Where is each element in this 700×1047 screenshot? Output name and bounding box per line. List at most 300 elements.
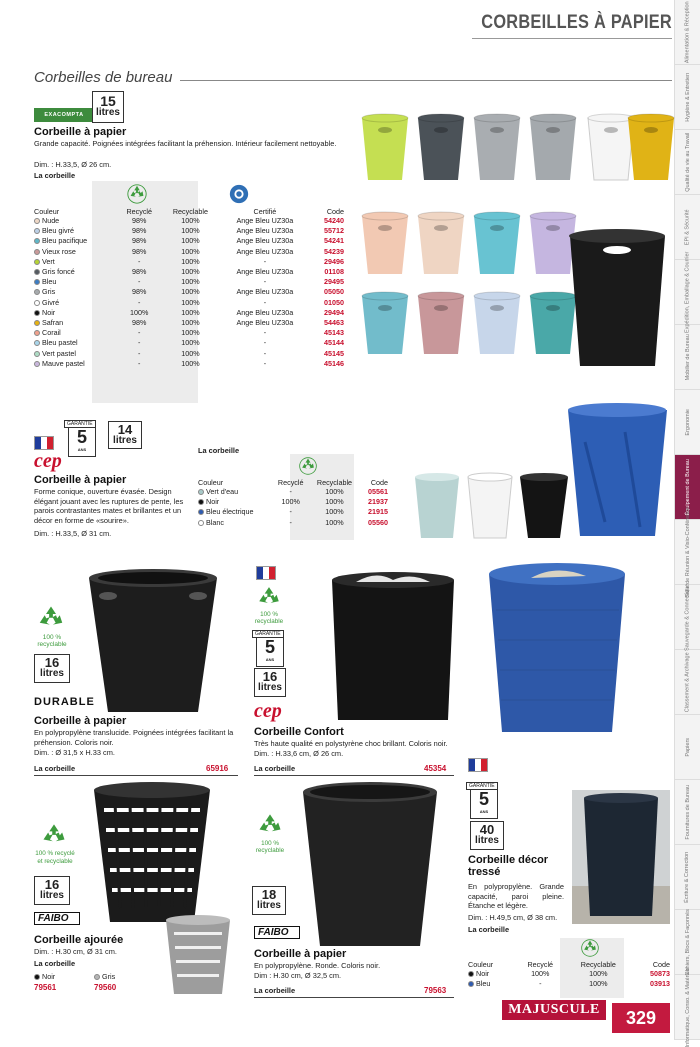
table-header: Recyclable [580, 960, 616, 969]
brand-logo-faibo: FAIBO [34, 912, 80, 925]
table-cell-recyc: 100% [589, 969, 608, 979]
product-code: 79561 [34, 983, 57, 992]
table-row [32, 216, 346, 226]
sidebar-item[interactable] [675, 715, 700, 780]
bin-color-image [626, 112, 676, 182]
product-code: 79563 [424, 986, 447, 995]
tresse-bin-image [486, 560, 628, 736]
color-swatch-icon [94, 974, 100, 980]
table-cell-code: 45143 [324, 328, 344, 338]
color-name: Bleu électrique [206, 507, 254, 517]
color-name: Nude [42, 216, 60, 226]
color-name: Safran [42, 317, 64, 327]
sidebar-item-label: EPI & Sécurité [684, 209, 691, 245]
table-cell-code: 45144 [324, 338, 344, 348]
table-cell-color [32, 318, 117, 328]
table-cell-code: 05050 [324, 287, 344, 297]
color-name: Blanc [206, 517, 224, 527]
product-dimensions: Dim. : Ø 31,5 x H.33 cm. [34, 748, 115, 757]
table-cell-recy: - [138, 297, 141, 307]
product-description: En polypropylène. Ronde. Coloris noir. [254, 961, 381, 970]
recycle-icon [298, 456, 318, 476]
garantie-label: GARANTIE [252, 630, 284, 638]
brand-logo-cep: cep [34, 450, 62, 472]
bin-color-image [416, 210, 466, 276]
color-swatch-icon [34, 300, 40, 306]
sidebar-item-label: Classement & Archivage [684, 652, 691, 712]
bin-color-image [472, 112, 522, 182]
table-cell-color [32, 308, 117, 318]
table-cell-cert: - [263, 277, 267, 287]
color-swatch-icon [34, 218, 40, 224]
table-row [32, 257, 346, 267]
sidebar-item[interactable] [675, 390, 700, 455]
color-swatch-icon [34, 259, 40, 265]
table-cell-recy: 98% [132, 287, 147, 297]
color-name: Givré [42, 297, 60, 307]
table-cell-recy: 98% [132, 246, 147, 256]
tresse-bin-photo [572, 790, 670, 924]
price-rule [254, 997, 454, 998]
table-cell-recyc: 100% [181, 338, 200, 348]
sidebar-item[interactable] [675, 251, 700, 333]
table-row [32, 298, 346, 308]
table-cell-code: 01108 [324, 267, 344, 277]
table-cell-code: 03913 [650, 979, 670, 989]
table-cell-color [32, 247, 117, 257]
table-cell-recyc: 100% [181, 277, 200, 287]
color-swatch-icon [34, 269, 40, 275]
brand-logo-faibo: FAIBO [254, 926, 300, 939]
table-cell-cert: Ange Bleu UZ30a [236, 307, 294, 317]
table-cell-recyc: 100% [181, 348, 200, 358]
color-code-grid [34, 972, 154, 992]
table-cell-color [32, 236, 117, 246]
table-cell-code: 54240 [324, 216, 344, 226]
table-cell-color [32, 338, 117, 348]
table-cell-cert: Ange Bleu UZ30a [236, 317, 294, 327]
table-cell-color [466, 979, 515, 989]
table-cell-recy: 100% [531, 969, 550, 979]
color-name: Noir [42, 972, 56, 981]
table-cell-color [196, 518, 272, 528]
capacity-value: 16 [44, 655, 60, 670]
table-cell-code: 45145 [324, 348, 344, 358]
table-row [32, 287, 346, 297]
product-title: Corbeille Confort [254, 726, 344, 738]
table-cell-code: 29496 [324, 256, 344, 266]
sidebar-item[interactable] [675, 325, 700, 390]
sidebar-item-label: Équipement de Bureau [684, 458, 691, 516]
color-code-item [94, 972, 154, 992]
sidebar-item[interactable] [675, 966, 700, 1047]
color-name: Bleu pacifique [42, 236, 88, 246]
table-cell-code: 21937 [368, 497, 388, 507]
capacity-value: 15 [100, 93, 116, 109]
table-cell-recy: 98% [132, 317, 147, 327]
table-header: Code [326, 207, 344, 216]
capacity-value: 14 [117, 422, 133, 437]
table-cell-cert: Ange Bleu UZ30a [236, 216, 294, 226]
capacity-unit: litres [475, 835, 499, 846]
garantie-label: GARANTIE [64, 420, 96, 428]
large-black-bin-image [565, 226, 670, 372]
confort-bin-image [326, 570, 460, 724]
table-header: Recyclable [172, 207, 209, 216]
ajouree-bin-image [90, 778, 214, 926]
product-title: Corbeille à papier [34, 126, 127, 138]
sidebar-item-label: Papiers [684, 737, 691, 757]
product-spec-table [466, 960, 672, 989]
durable-bin-image [86, 566, 220, 716]
product-title: Corbeille ajourée [34, 934, 124, 946]
brand-logo-exacompta: EXACOMPTA [34, 108, 94, 122]
table-cell-cert: Ange Bleu UZ30a [236, 226, 294, 236]
brand-logo-cep: cep [254, 700, 282, 722]
color-name: Gris foncé [42, 267, 75, 277]
capacity-value: 16 [262, 669, 278, 684]
table-cell-color [32, 287, 117, 297]
color-swatch-icon [198, 520, 204, 526]
table-row [32, 348, 346, 358]
capacity-unit: litres [258, 682, 282, 693]
table-cell-color [196, 487, 272, 497]
product-unit: La corbeille [198, 446, 240, 455]
bin-color-image [360, 290, 410, 356]
sidebar-item-label: Écriture & Correction [684, 851, 691, 903]
faibo-black-bin-image [300, 780, 440, 950]
section-title: Corbeilles de bureau [34, 69, 173, 86]
table-cell-recyc: 100% [589, 979, 608, 989]
color-name: Vert d'eau [206, 487, 239, 497]
product-description: Très haute qualité en polystyrène choc brillant. Coloris noir. [254, 739, 448, 748]
sidebar-item-label: Alimentation & Réception [684, 1, 691, 63]
color-name: Vert [42, 256, 55, 266]
table-row [32, 308, 346, 318]
table-cell-color [32, 359, 117, 369]
product-dimensions: Dim. : H.33,5, Ø 31 cm. [34, 529, 112, 538]
product-dimensions: Dim. : H.33,5, Ø 26 cm. [34, 160, 112, 169]
color-name: Gris [42, 287, 56, 297]
garantie-unit: ANS [265, 656, 275, 662]
recycle-icon [40, 822, 68, 850]
table-cell-code: 05560 [368, 517, 388, 527]
color-name: Noir [476, 969, 490, 979]
table-cell-cert: Ange Bleu UZ30a [236, 236, 294, 246]
table-cell-code: 21915 [368, 507, 388, 517]
table-cell-recyc: 100% [325, 487, 344, 497]
capacity-badge [470, 821, 504, 850]
product-description: Forme conique, ouverture évasée. Design élégant jouant avec les ruptures de pente, les parois contrastantes mates et brillantes et un décor en forme de «sourire». [34, 487, 184, 525]
table-cell-cert: - [263, 338, 267, 348]
sidebar-item-label: Hygiène & Entretien [684, 72, 691, 122]
color-swatch-icon [34, 249, 40, 255]
color-name: Bleu [42, 277, 57, 287]
capacity-unit: litres [257, 900, 281, 911]
bin-color-image [360, 112, 410, 182]
table-cell-code: 50873 [650, 969, 670, 979]
bin-color-image [360, 210, 410, 276]
price-rule [34, 775, 238, 776]
color-swatch-icon [34, 228, 40, 234]
table-row [32, 236, 346, 246]
product-dimensions: Dim : H.30 cm, Ø 32,5 cm. [254, 971, 342, 980]
table-cell-recy: - [289, 517, 292, 527]
product-title: Corbeille à papier [254, 948, 347, 960]
table-header: Certifié [253, 207, 277, 216]
color-name: Noir [42, 307, 56, 317]
product-unit: La corbeille [34, 171, 76, 180]
table-cell-color [32, 216, 117, 226]
recycle-icon [126, 183, 148, 205]
table-cell-recyc: 100% [325, 517, 344, 527]
product-dimensions: Dim. : H.49,5 cm, Ø 38 cm. [468, 913, 558, 922]
table-row [32, 328, 346, 338]
product-title: Corbeille décor tressé [468, 854, 549, 878]
table-cell-code: 29494 [324, 307, 344, 317]
table-header: Couleur [468, 960, 494, 969]
table-cell-recy: 98% [132, 267, 147, 277]
table-cell-recy: - [539, 979, 542, 989]
table-cell-color [196, 497, 272, 507]
product-dimensions: Dim. : H.30 cm, Ø 31 cm. [34, 947, 117, 956]
recyclable-label: 100 % recyclé et recyclable [35, 850, 75, 865]
product-unit: La corbeille [254, 986, 296, 995]
table-cell-color [32, 226, 117, 236]
table-cell-recyc: 100% [181, 226, 200, 236]
capacity-badge [34, 654, 70, 683]
table-cell-recy: 100% [130, 307, 149, 317]
product-unit: La corbeille [34, 764, 76, 773]
table-cell-cert: - [263, 297, 267, 307]
table-cell-code: 54241 [324, 236, 344, 246]
product-description: En polypropylène. Grande capacité, paroi pleine. Étanche et légère. [468, 882, 564, 911]
color-name: Bleu [476, 979, 491, 989]
table-cell-recyc: 100% [181, 287, 200, 297]
recycle-icon [580, 938, 600, 958]
bin-color-image [472, 210, 522, 276]
table-cell-recyc: 100% [181, 307, 200, 317]
color-name: Vieux rose [42, 246, 76, 256]
price-rule [254, 775, 454, 776]
page-header-title: CORBEILLES À PAPIER [481, 12, 672, 33]
product-description: En polypropylène translucide. Poignées intégrées facilitant la préhension. Coloris noir. [34, 728, 234, 747]
product-description: Grande capacité. Poignées intégrées facilitant la préhension. Intérieur facilement nettoyable. [34, 139, 337, 148]
table-cell-recy: - [138, 256, 141, 266]
sidebar-item-label: Cahiers, Blocs & Façonnés [684, 908, 691, 976]
sidebar-item-label: Salle de Réunion & Visio-Conférence [684, 506, 691, 598]
table-cell-recy: - [138, 338, 141, 348]
page-number: 329 [612, 1003, 670, 1033]
table-cell-code: 01050 [324, 297, 344, 307]
product-unit: La corbeille [254, 764, 296, 773]
sidebar-item-label: Qualité de vie au Travail [684, 132, 691, 192]
recyclable-label: 100 % recyclable [254, 611, 284, 625]
table-row [32, 277, 346, 287]
table-cell-cert: Ange Bleu UZ30a [236, 267, 294, 277]
garantie-badge [470, 789, 498, 819]
sidebar-item-label: Sauvegarde & Connectique [684, 583, 691, 651]
color-swatch-icon [198, 509, 204, 515]
sidebar-item[interactable] [675, 0, 700, 65]
table-cell-recy: - [138, 348, 141, 358]
table-row [196, 507, 390, 517]
table-cell-recy: 98% [132, 236, 147, 246]
table-row [32, 359, 346, 369]
product-code: 45354 [424, 764, 447, 773]
color-name: Bleu pastel [42, 338, 78, 348]
flag-france-icon [34, 436, 54, 450]
sidebar-item[interactable] [675, 910, 700, 975]
sidebar-item-label: Ergonomie [684, 408, 691, 436]
table-cell-recyc: 100% [181, 317, 200, 327]
bin-color-image [416, 290, 466, 356]
table-cell-color [32, 267, 117, 277]
table-cell-cert: Ange Bleu UZ30a [236, 246, 294, 256]
color-swatch-icon [34, 279, 40, 285]
garantie-label: GARANTIE [466, 782, 498, 790]
recycle-icon [256, 585, 282, 611]
product-images-cep [412, 472, 572, 542]
sidebar-item[interactable] [675, 780, 700, 845]
color-swatch-icon [468, 981, 474, 987]
majuscule-logo: MAJUSCULE [502, 1000, 606, 1020]
capacity-unit: litres [40, 668, 64, 679]
color-swatch-icon [198, 499, 204, 505]
table-cell-recyc: 100% [181, 358, 200, 368]
table-row [196, 487, 390, 497]
sidebar-item[interactable] [675, 650, 700, 715]
table-cell-cert: - [263, 358, 267, 368]
color-name: Bleu givré [42, 226, 74, 236]
table-cell-recyc: 100% [325, 507, 344, 517]
table-cell-recy: 98% [132, 226, 147, 236]
table-cell-cert: Ange Bleu UZ30a [236, 287, 294, 297]
table-cell-code: 45146 [324, 358, 344, 368]
table-row [466, 969, 672, 979]
color-swatch-icon [34, 340, 40, 346]
table-cell-recy: 100% [281, 497, 300, 507]
table-cell-code: 05561 [368, 487, 388, 497]
capacity-badge [34, 876, 70, 905]
sidebar-item[interactable] [675, 195, 700, 260]
table-cell-recy: - [138, 277, 141, 287]
table-cell-color [32, 298, 117, 308]
section-rule [180, 80, 672, 81]
color-swatch-icon [34, 974, 40, 980]
recyclable-label: 100 % recyclable [37, 634, 67, 648]
color-name: Gris [102, 972, 116, 981]
color-swatch-icon [198, 489, 204, 495]
table-cell-color [32, 277, 117, 287]
table-row [32, 226, 346, 236]
table-cell-recy: - [289, 507, 292, 517]
product-spec-table [32, 207, 346, 369]
table-header: Recyclable [316, 478, 353, 487]
capacity-unit: litres [113, 435, 137, 446]
table-cell-color [196, 507, 272, 517]
table-cell-cert: - [263, 348, 267, 358]
bin-color-image [472, 290, 522, 356]
capacity-value: 40 [479, 822, 495, 837]
color-swatch-icon [468, 971, 474, 977]
capacity-unit: litres [96, 107, 120, 118]
sidebar-item-label: Informatique, Conso. & Matériels [684, 966, 691, 1047]
table-row [32, 247, 346, 257]
brand-logo-durable: DURABLE [34, 696, 95, 708]
color-code-item [34, 972, 94, 992]
capacity-badge [252, 886, 286, 915]
table-cell-cert: - [263, 256, 267, 266]
header-rule [472, 38, 672, 39]
garantie-years: 5 [76, 427, 87, 447]
product-spec-table [196, 478, 390, 528]
table-cell-code: 54239 [324, 246, 344, 256]
table-row [32, 267, 346, 277]
table-cell-code: 54463 [324, 317, 344, 327]
product-unit: La corbeille [34, 959, 76, 968]
product-code: 65916 [206, 764, 229, 773]
table-row [32, 318, 346, 328]
sidebar-item[interactable] [675, 845, 700, 910]
capacity-badge [254, 668, 286, 697]
color-swatch-icon [34, 351, 40, 357]
color-swatch-icon [34, 289, 40, 295]
garantie-years: 5 [478, 789, 489, 809]
table-row [196, 497, 390, 507]
sidebar-item[interactable] [675, 585, 700, 650]
capacity-unit: litres [40, 890, 64, 901]
table-cell-recyc: 100% [181, 328, 200, 338]
sidebar-item-label: Mobilier de Bureau [684, 333, 691, 381]
sidebar-item[interactable] [675, 65, 700, 130]
sidebar-item[interactable] [675, 506, 700, 598]
table-row [196, 518, 390, 528]
table-cell-recyc: 100% [181, 246, 200, 256]
color-name: Vert pastel [42, 348, 76, 358]
ajouree-grey-bin-image [164, 912, 232, 996]
table-cell-recyc: 100% [181, 236, 200, 246]
table-cell-recyc: 100% [325, 497, 344, 507]
color-swatch-icon [34, 361, 40, 367]
recyclable-label: 100 % recyclable [255, 840, 285, 854]
color-name: Noir [206, 497, 220, 507]
category-sidebar [674, 0, 700, 1047]
flag-france-icon [468, 758, 488, 772]
sidebar-item-label: Expédition, Emballage & Courrier [684, 251, 691, 333]
table-cell-color [32, 328, 117, 338]
table-cell-recy: - [138, 328, 141, 338]
sidebar-item[interactable] [675, 130, 700, 195]
recycle-icon [36, 604, 66, 634]
capacity-badge [92, 91, 124, 123]
color-label [34, 972, 94, 981]
garantie-years: 5 [264, 637, 275, 657]
color-label [94, 972, 154, 981]
color-swatch-icon [34, 320, 40, 326]
table-cell-cert: - [263, 328, 267, 338]
table-row [32, 338, 346, 348]
table-cell-recyc: 100% [181, 256, 200, 266]
color-swatch-icon [34, 330, 40, 336]
table-cell-recyc: 100% [181, 216, 200, 226]
table-cell-recy: - [289, 487, 292, 497]
table-cell-recy: 98% [132, 216, 147, 226]
table-header: Recyclé [126, 207, 153, 216]
capacity-value: 18 [261, 887, 277, 902]
product-title: Corbeille à papier [34, 474, 127, 486]
color-swatch-icon [34, 310, 40, 316]
